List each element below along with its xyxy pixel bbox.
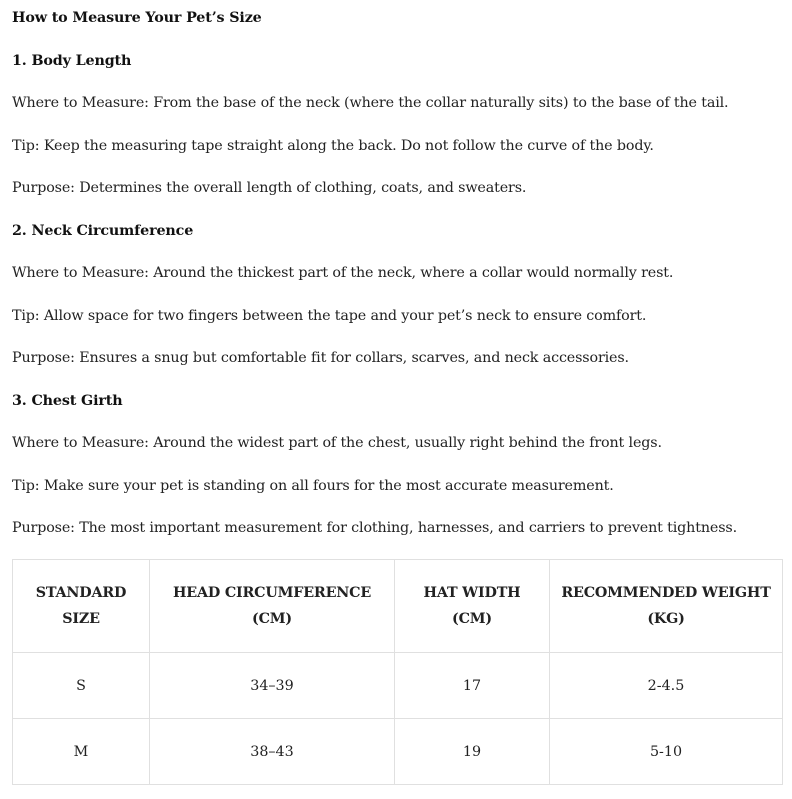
header-line: RECOMMENDED WEIGHT (561, 585, 771, 601)
cell-head-circumference: 38–43 (150, 719, 395, 785)
neck-circumference-tip: Tip: Allow space for two fingers between the tape and your pet’s neck to ensure comfort. (12, 308, 647, 324)
size-chart-table (12, 559, 783, 785)
cell-size: M (13, 719, 150, 785)
header-line: SIZE (62, 611, 100, 627)
body-length-purpose: Purpose: Determines the overall length of clothing, coats, and sweaters. (12, 180, 527, 196)
chest-girth-purpose: Purpose: The most important measurement for clothing, harnesses, and carriers to prevent tightness. (12, 520, 737, 536)
body-length-where: Where to Measure: From the base of the neck (where the collar naturally sits) to the base of the tail. (12, 95, 729, 111)
header-standard-size (13, 560, 150, 653)
chest-girth-where: Where to Measure: Around the widest part of the chest, usually right behind the front legs. (12, 435, 662, 451)
body-length-tip: Tip: Keep the measuring tape straight along the back. Do not follow the curve of the body. (12, 138, 654, 154)
cell-hat-width: 19 (395, 719, 550, 785)
header-hat-width (395, 560, 550, 653)
section-heading-body-length: 1. Body Length (12, 53, 132, 69)
chest-girth-tip: Tip: Make sure your pet is standing on all fours for the most accurate measurement. (12, 478, 614, 494)
cell-size: S (13, 653, 150, 719)
table-row (13, 719, 783, 785)
page-title: How to Measure Your Pet’s Size (12, 10, 262, 26)
table-header-row (13, 560, 783, 653)
header-head-circumference (150, 560, 395, 653)
section-heading-neck-circumference: 2. Neck Circumference (12, 223, 194, 239)
neck-circumference-where: Where to Measure: Around the thickest part of the neck, where a collar would normally rest. (12, 265, 674, 281)
cell-recommended-weight: 2-4.5 (550, 653, 783, 719)
header-line: STANDARD (35, 585, 127, 601)
header-line: HAT WIDTH (423, 585, 521, 601)
cell-recommended-weight: 5-10 (550, 719, 783, 785)
cell-head-circumference: 34–39 (150, 653, 395, 719)
section-heading-chest-girth: 3. Chest Girth (12, 393, 123, 409)
cell-hat-width: 17 (395, 653, 550, 719)
table-row (13, 653, 783, 719)
header-line: (CM) (252, 611, 292, 627)
neck-circumference-purpose: Purpose: Ensures a snug but comfortable fit for collars, scarves, and neck accessories. (12, 350, 629, 366)
header-line: (KG) (647, 611, 685, 627)
header-line: HEAD CIRCUMFERENCE (172, 585, 372, 601)
header-recommended-weight (550, 560, 783, 653)
header-line: (CM) (452, 611, 492, 627)
